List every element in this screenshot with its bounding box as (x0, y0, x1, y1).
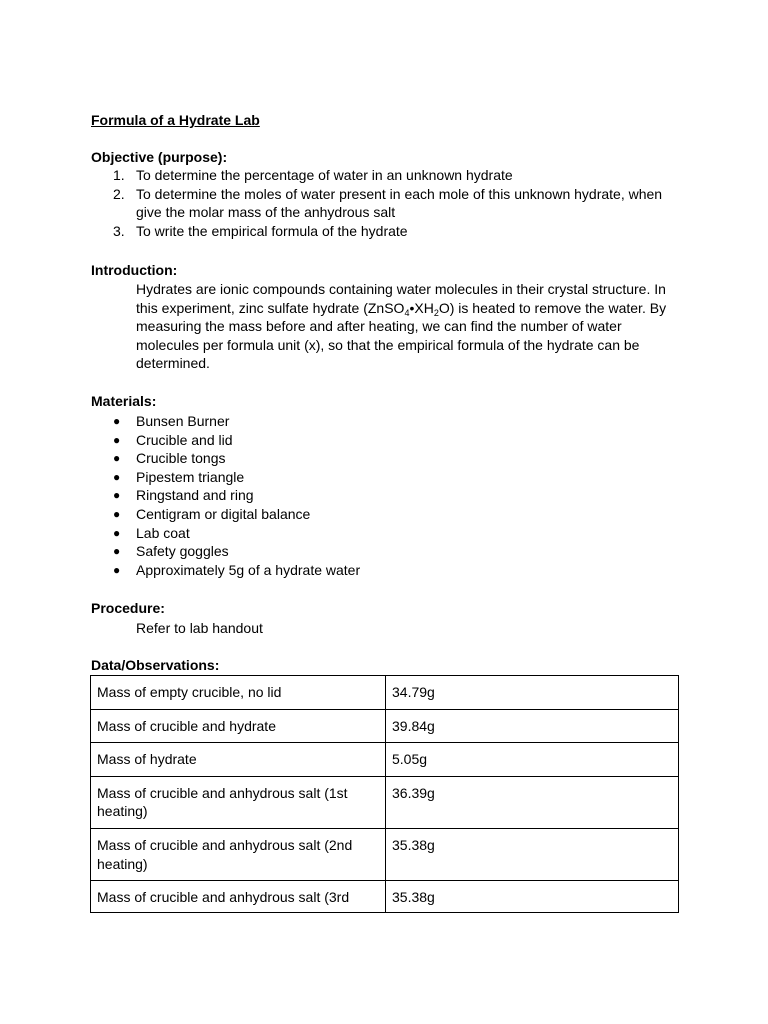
bullet-icon: ● (113, 525, 121, 540)
list-item: 3. To write the empirical formula of the hydrate (113, 222, 408, 239)
table-row (91, 676, 679, 710)
list-item: ● Approximately 5g of a hydrate water (113, 561, 361, 578)
list-item: ● Crucible tongs (113, 450, 226, 467)
row-label: Mass of crucible and anhydrous salt (2nd heating) (91, 828, 386, 880)
row-label: Mass of crucible and anhydrous salt (1st heating) (91, 776, 386, 828)
list-item: ● Crucible and lid (113, 431, 233, 448)
list-item: ● Bunsen Burner (113, 413, 230, 429)
row-value: 5.05g (386, 743, 679, 777)
table-row (91, 743, 679, 777)
objective-heading: Objective (purpose): (91, 149, 228, 165)
bullet-icon: ● (113, 432, 121, 447)
materials-heading: Materials: (91, 393, 157, 409)
row-label: Mass of hydrate (91, 743, 386, 777)
document-title: Formula of a Hydrate Lab (91, 112, 260, 128)
table-row (91, 828, 679, 880)
bullet-icon: ● (113, 414, 121, 428)
list-item: ● Pipestem triangle (113, 468, 245, 485)
introduction-heading: Introduction: (91, 262, 178, 278)
row-value: 34.79g (386, 676, 679, 710)
row-value: 35.38g (386, 881, 679, 913)
materials-list (91, 412, 360, 579)
objective-list (91, 166, 671, 240)
bullet-icon: ● (113, 506, 121, 521)
procedure-text: Refer to lab handout (136, 620, 263, 636)
list-item: ● Centigram or digital balance (113, 505, 311, 522)
list-item: ● Lab coat (113, 524, 190, 541)
row-value: 36.39g (386, 776, 679, 828)
list-item: ● Ringstand and ring (113, 487, 254, 504)
bullet-icon: ● (113, 562, 121, 577)
bullet-icon: ● (113, 469, 121, 484)
row-label: Mass of crucible and anhydrous salt (3rd (91, 881, 386, 913)
bullet-icon: ● (113, 544, 121, 559)
row-label: Mass of empty crucible, no lid (91, 676, 386, 710)
data-table (90, 675, 679, 913)
row-label: Mass of crucible and hydrate (91, 709, 386, 743)
bullet-icon: ● (113, 488, 121, 503)
introduction-paragraph: Hydrates are ionic compounds containing water molecules in their crystal structure. In this experiment, zinc sulfate hydrate $(ZnSO_4•XH_2O)$ is heated to remove the water. By measuring the mass before and after heating, we can find the number of water molecules per formula unit (x), so that the empirical formula of the hydrate can be determined. (136, 281, 667, 372)
row-value: 39.84g (386, 709, 679, 743)
table-row (91, 776, 679, 828)
procedure-heading: Procedure: (91, 600, 165, 616)
bullet-icon: ● (113, 451, 121, 466)
table-row (91, 709, 679, 743)
table-row (91, 881, 679, 913)
data-heading: Data/Observations: (91, 657, 220, 673)
list-item: 2. To determine the moles of water present in each mole of this unknown hydrate, when give the molar mass of the anhydrous salt (113, 185, 663, 221)
row-value: 35.38g (386, 828, 679, 880)
list-item: 1. To determine the percentage of water in an unknown hydrate (113, 167, 513, 183)
list-item: ● Safety goggles (113, 543, 229, 560)
